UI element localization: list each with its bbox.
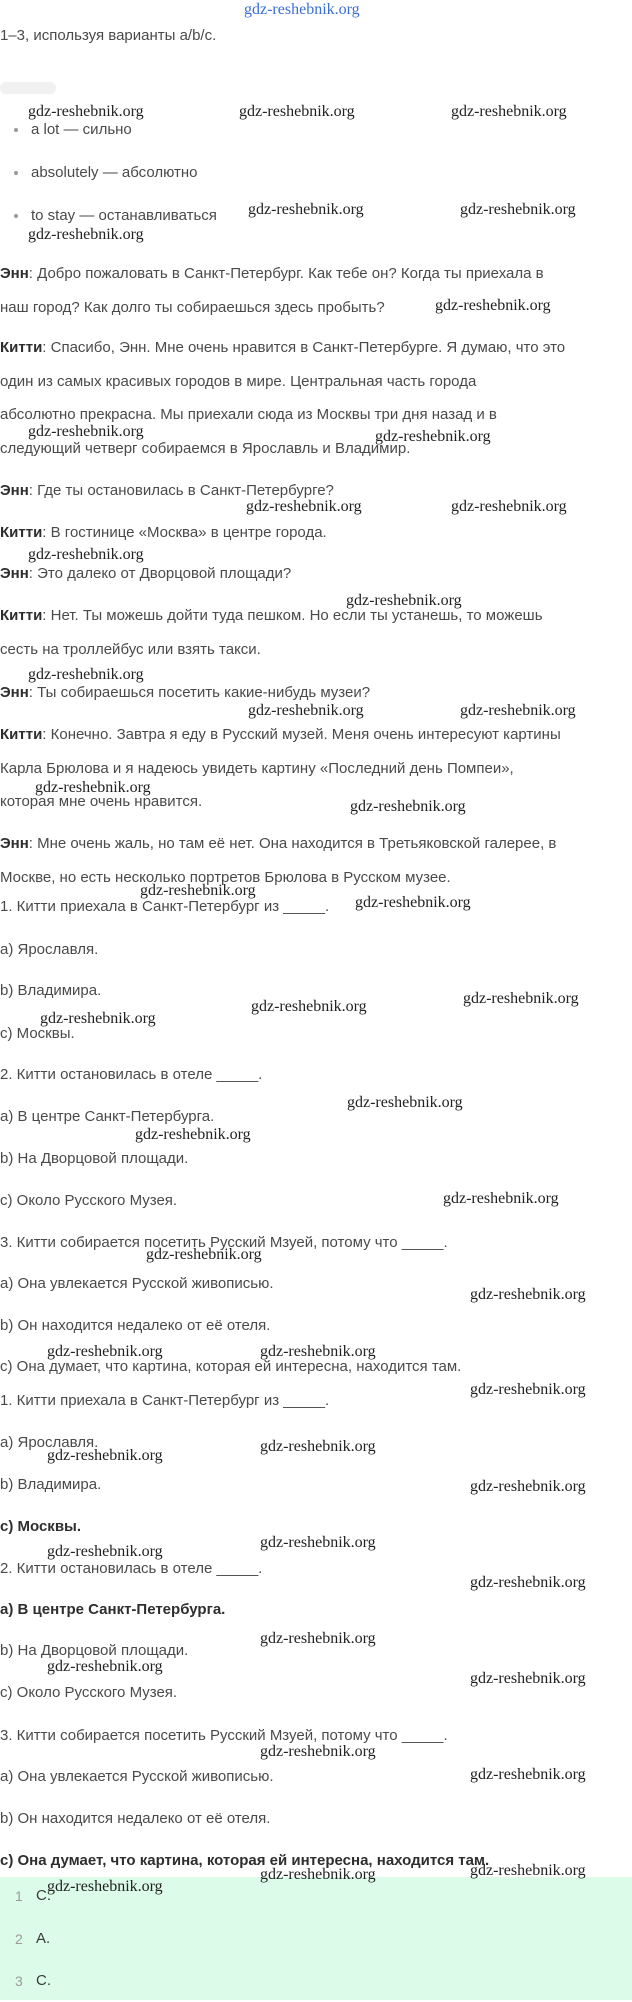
speaker: Энн bbox=[0, 565, 29, 582]
option: c) Москвы. bbox=[0, 1025, 75, 1042]
watermark: gdz-reshebnik.org bbox=[435, 297, 551, 314]
answer-value: C. bbox=[36, 1887, 51, 1904]
line-text: : Добро пожаловать в Санкт-Петербург. Как тебе он? Когда ты приехала в bbox=[28, 265, 544, 282]
option: b) На Дворцовой площади. bbox=[0, 1642, 189, 1659]
answer-number: 3 bbox=[15, 1973, 23, 1989]
watermark: gdz-reshebnik.org bbox=[347, 1094, 463, 1111]
line-text: : Конечно. Завтра я еду в Русский музей. Меня очень интересуют картины bbox=[42, 726, 561, 743]
dialogue-line bbox=[0, 684, 370, 702]
question: 2. Китти остановилась в отеле _____. bbox=[0, 1560, 263, 1577]
option: c) Она думает, что картина, которая ей интересна, находится там. bbox=[0, 1358, 462, 1375]
speaker: Китти bbox=[0, 524, 43, 541]
watermark: gdz-reshebnik.org bbox=[355, 894, 471, 911]
option: b) На Дворцовой площади. bbox=[0, 1150, 189, 1167]
answer-row bbox=[0, 1920, 632, 1960]
watermark: gdz-reshebnik.org bbox=[470, 1381, 586, 1398]
option: b) Он находится недалеко от её отеля. bbox=[0, 1810, 271, 1827]
dialogue-line bbox=[0, 339, 565, 357]
watermark: gdz-reshebnik.org bbox=[460, 702, 576, 719]
bullet-icon bbox=[14, 128, 18, 132]
line-text: : Мне очень жаль, но там её нет. Она находится в Третьяковской галерее, в bbox=[28, 835, 557, 852]
watermark: gdz-reshebnik.org bbox=[251, 998, 367, 1015]
option-correct: c) Москвы. bbox=[0, 1518, 82, 1535]
watermark: gdz-reshebnik.org bbox=[28, 666, 144, 683]
option: b) Владимира. bbox=[0, 982, 102, 999]
watermark: gdz-reshebnik.org bbox=[28, 226, 144, 243]
question: 1. Китти приехала в Санкт-Петербург из _____. bbox=[0, 898, 330, 915]
option: a) Ярославля. bbox=[0, 941, 99, 958]
speaker: Китти bbox=[0, 607, 43, 624]
option: a) В центре Санкт-Петербурга. bbox=[0, 1108, 215, 1125]
watermark: gdz-reshebnik.org bbox=[346, 592, 462, 609]
option: a) Она увлекается Русской живописью. bbox=[0, 1275, 274, 1292]
vocab-item: a lot — сильно bbox=[31, 121, 132, 138]
grey-pill bbox=[0, 82, 56, 94]
watermark: gdz-reshebnik.org bbox=[470, 1670, 586, 1687]
dialogue-line: наш город? Как долго ты собираешься здесь пробыть? bbox=[0, 299, 385, 316]
option-correct: a) В центре Санкт-Петербурга. bbox=[0, 1601, 226, 1618]
watermark: gdz-reshebnik.org bbox=[47, 1447, 163, 1464]
dialogue-line bbox=[0, 265, 544, 283]
watermark: gdz-reshebnik.org bbox=[470, 1766, 586, 1783]
watermark: gdz-reshebnik.org bbox=[463, 990, 579, 1007]
watermark: gdz-reshebnik.org bbox=[47, 1878, 163, 1895]
dialogue-line: абсолютно прекрасна. Мы приехали сюда из Москвы три дня назад и в bbox=[0, 406, 497, 423]
option: a) Она увлекается Русской живописью. bbox=[0, 1768, 274, 1785]
question: 2. Китти остановилась в отеле _____. bbox=[0, 1066, 263, 1083]
header-watermark: gdz-reshebnik.org bbox=[244, 1, 360, 18]
watermark: gdz-reshebnik.org bbox=[470, 1286, 586, 1303]
watermark: gdz-reshebnik.org bbox=[350, 798, 466, 815]
watermark: gdz-reshebnik.org bbox=[146, 1246, 262, 1263]
watermark: gdz-reshebnik.org bbox=[443, 1190, 559, 1207]
speaker: Китти bbox=[0, 726, 43, 743]
question: 1. Китти приехала в Санкт-Петербург из _____. bbox=[0, 1392, 330, 1409]
speaker: Энн bbox=[0, 482, 29, 499]
option: b) Он находится недалеко от её отеля. bbox=[0, 1317, 271, 1334]
speaker: Китти bbox=[0, 339, 43, 356]
option-correct: c) Она думает, что картина, которая ей интересна, находится там. bbox=[0, 1852, 490, 1869]
line-text: : Это далеко от Дворцовой площади? bbox=[28, 565, 292, 582]
line-text: : Нет. Ты можешь дойти туда пешком. Но если ты устанешь, то можешь bbox=[42, 607, 543, 624]
watermark: gdz-reshebnik.org bbox=[451, 498, 567, 515]
watermark: gdz-reshebnik.org bbox=[47, 1543, 163, 1560]
dialogue-line bbox=[0, 565, 291, 583]
watermark: gdz-reshebnik.org bbox=[140, 882, 256, 899]
watermark: gdz-reshebnik.org bbox=[248, 201, 364, 218]
line-text: : Где ты остановилась в Санкт-Петербурге? bbox=[28, 482, 334, 499]
dialogue-line: которая мне очень нравится. bbox=[0, 793, 203, 810]
watermark: gdz-reshebnik.org bbox=[28, 423, 144, 440]
watermark: gdz-reshebnik.org bbox=[260, 1438, 376, 1455]
dialogue-line: сесть на троллейбус или взять такси. bbox=[0, 641, 261, 658]
watermark: gdz-reshebnik.org bbox=[260, 1630, 376, 1647]
speaker: Энн bbox=[0, 684, 29, 701]
dialogue-line: один из самых красивых городов в мире. Центральная часть города bbox=[0, 373, 477, 390]
watermark: gdz-reshebnik.org bbox=[470, 1862, 586, 1879]
watermark: gdz-reshebnik.org bbox=[460, 201, 576, 218]
watermark: gdz-reshebnik.org bbox=[470, 1478, 586, 1495]
answer-value: C. bbox=[36, 1972, 51, 1989]
watermark: gdz-reshebnik.org bbox=[260, 1743, 376, 1760]
watermark: gdz-reshebnik.org bbox=[260, 1343, 376, 1360]
watermark: gdz-reshebnik.org bbox=[47, 1343, 163, 1360]
option: c) Около Русского Музея. bbox=[0, 1684, 178, 1701]
line-text: : В гостинице «Москва» в центре города. bbox=[42, 524, 327, 541]
watermark: gdz-reshebnik.org bbox=[135, 1126, 251, 1143]
bullet-icon bbox=[14, 171, 18, 175]
dialogue-line bbox=[0, 726, 561, 744]
watermark: gdz-reshebnik.org bbox=[248, 702, 364, 719]
speaker: Энн bbox=[0, 265, 29, 282]
watermark: gdz-reshebnik.org bbox=[451, 103, 567, 120]
vocab-item: absolutely — абсолютно bbox=[31, 164, 198, 181]
line-text: : Ты собираешься посетить какие-нибудь музеи? bbox=[28, 684, 371, 701]
dialogue-line: Карла Брюлова и я надеюсь увидеть картину «Последний день Помпеи», bbox=[0, 760, 514, 777]
intro-text: 1–3, используя варианты a/b/c. bbox=[0, 27, 217, 44]
option: b) Владимира. bbox=[0, 1476, 102, 1493]
watermark: gdz-reshebnik.org bbox=[40, 1010, 156, 1027]
answer-number: 2 bbox=[15, 1931, 23, 1947]
watermark: gdz-reshebnik.org bbox=[260, 1866, 376, 1883]
question: 3. Китти собирается посетить Русский Мзуей, потому что _____. bbox=[0, 1727, 448, 1744]
watermark: gdz-reshebnik.org bbox=[375, 428, 491, 445]
speaker: Энн bbox=[0, 835, 29, 852]
dialogue-line: следующий четверг собираемся в Ярославль и Владимир. bbox=[0, 440, 411, 457]
watermark: gdz-reshebnik.org bbox=[28, 546, 144, 563]
watermark: gdz-reshebnik.org bbox=[47, 1658, 163, 1675]
line-text: : Спасибо, Энн. Мне очень нравится в Санкт-Петербурге. Я думаю, что это bbox=[42, 339, 566, 356]
dialogue-line bbox=[0, 835, 556, 853]
watermark: gdz-reshebnik.org bbox=[239, 103, 355, 120]
watermark: gdz-reshebnik.org bbox=[260, 1534, 376, 1551]
dialogue-line: Москве, но есть несколько портретов Брюлова в Русском музее. bbox=[0, 869, 451, 886]
question: 3. Китти собирается посетить Русский Мзуей, потому что _____. bbox=[0, 1234, 448, 1251]
bullet-icon bbox=[14, 214, 18, 218]
option: c) Около Русского Музея. bbox=[0, 1192, 178, 1209]
watermark: gdz-reshebnik.org bbox=[35, 779, 151, 796]
watermark: gdz-reshebnik.org bbox=[28, 103, 144, 120]
dialogue-line bbox=[0, 524, 327, 542]
option: a) Ярославля. bbox=[0, 1434, 99, 1451]
answer-row bbox=[0, 1962, 632, 2002]
watermark: gdz-reshebnik.org bbox=[246, 498, 362, 515]
watermark: gdz-reshebnik.org bbox=[470, 1574, 586, 1591]
answer-value: A. bbox=[36, 1930, 51, 1947]
vocab-item: to stay — останавливаться bbox=[31, 207, 217, 224]
answer-number: 1 bbox=[15, 1888, 23, 1904]
